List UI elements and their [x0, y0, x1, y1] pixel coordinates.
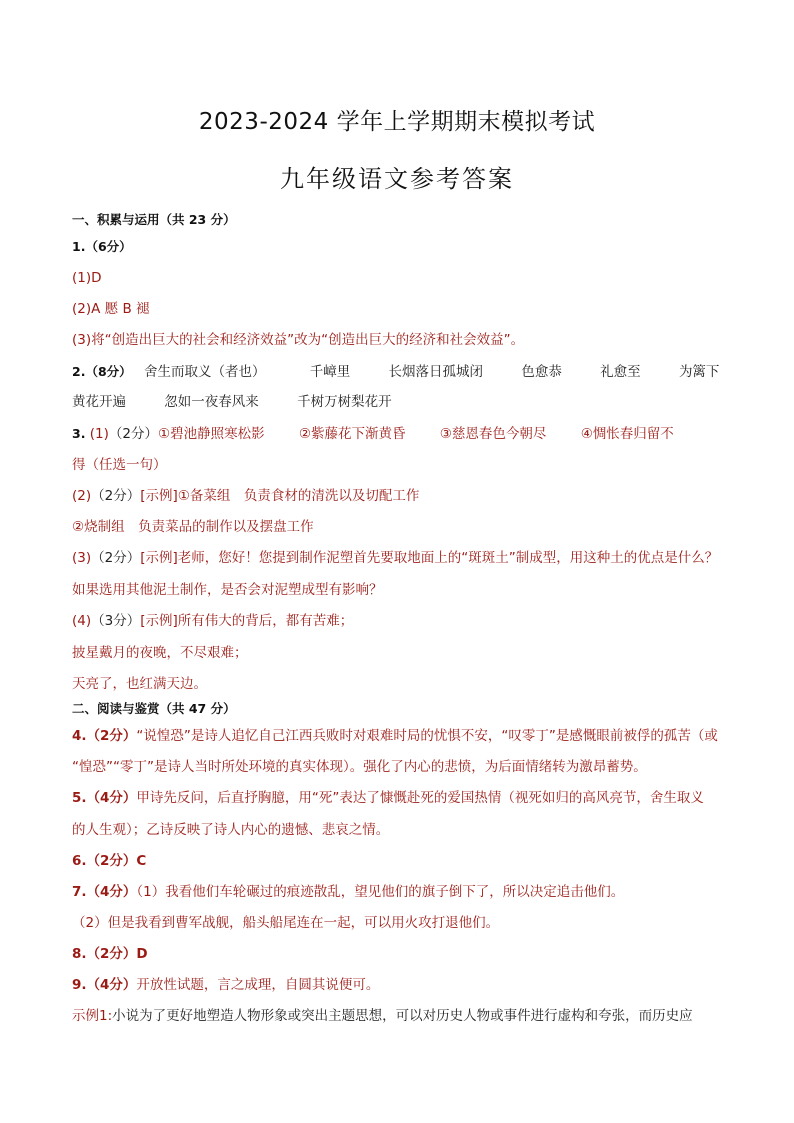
q4-heading: 4.（2分） — [72, 728, 137, 744]
q3-part-1-tail: 得（任选一句） — [72, 457, 167, 473]
q2-item: 黄花开遍 — [72, 394, 126, 410]
q1-part-1-number: (1) — [72, 270, 92, 286]
q2-item: 千树万树梨花开 — [297, 394, 392, 410]
q3-part-1-number: (1) — [89, 426, 109, 442]
q5-heading: 5.（4分） — [72, 790, 137, 806]
document-title: 2023-2024 学年上学期期末模拟考试 — [198, 109, 596, 135]
q3-part-1-option: ④惆怅春归留不 — [580, 426, 674, 442]
q2-item: 为篱下 — [678, 364, 720, 380]
q3-part-4-text: [示例]所有伟大的背后，都有苦难； — [140, 613, 354, 629]
q3-part-2-number: (2) — [72, 488, 92, 504]
q3-part-2-text: [示例]①备菜组 负责食材的清洗以及切配工作 — [140, 488, 420, 504]
q2-line-2 — [72, 392, 722, 412]
q1-part-3-answer: 将“创造出巨大的社会和经济效益”改为“创造出巨大的经济和社会效益”。 — [91, 332, 525, 348]
q1-answer-3 — [72, 330, 722, 350]
q3-part-3-number: (3) — [72, 550, 92, 566]
q7-line-1 — [72, 882, 722, 902]
q9-line-2 — [72, 1006, 722, 1026]
q3-part-1-option: ②紫藤花下渐黄昏 — [298, 426, 406, 442]
q7-heading: 7.（4分） — [72, 884, 137, 900]
q3-part-4-number: (4) — [72, 613, 92, 629]
q1-answer-2 — [72, 299, 722, 319]
q3-part-4-score: （3分） — [91, 613, 141, 629]
q2-heading: 2.（8分） — [72, 364, 132, 379]
q9-text: 开放性试题，言之成理，自圆其说便可。 — [136, 977, 380, 993]
q3-part-3-text: [示例]老师，您好！您提到制作泥塑首先要取地面上的“斑斑土”制成型，用这种土的优点是什么？ — [140, 550, 719, 566]
q6-line — [72, 851, 722, 871]
q5-text: 甲诗先反问，后直抒胸臆，用“死”表达了慷慨赴死的爱国热情（视死如归的高风亮节，舍生取义 — [136, 790, 704, 806]
q3-part-4-line-3: 天亮了，也红满天边。 — [72, 676, 207, 692]
q1-heading: 1.（6分） — [72, 239, 132, 254]
q6-answer: C — [136, 853, 147, 869]
q6-heading: 6.（2分） — [72, 853, 137, 869]
q2-item: 千嶂里 — [309, 364, 351, 380]
section-heading-1: 一、积累与运用（共 23 分） — [72, 212, 236, 227]
q3-part-2-line-2: ②烧制组 负责菜品的制作以及摆盘工作 — [72, 519, 314, 535]
q5-line-2: 的人生观）；乙诗反映了诗人内心的遗憾、悲哀之情。 — [72, 822, 390, 838]
q3-part-3-line-1 — [72, 548, 722, 568]
section-heading-2: 二、阅读与鉴赏（共 47 分） — [72, 701, 236, 716]
q9-example-text: 小说为了更好地塑造人物形象或突出主题思想，可以对历史人物或事件进行虚构和夸张，而历史应 — [112, 1008, 693, 1024]
q1-part-2-number: (2) — [72, 301, 92, 317]
q3-part-3-line-2: 如果选用其他泥土制作，是否会对泥塑成型有影响？ — [72, 582, 383, 598]
q1-part-2-answer-a: A 懕 — [91, 301, 119, 317]
q8-heading: 8.（2分） — [72, 946, 137, 962]
q7-line-2: （2）但是我看到曹军战舰，船头船尾连在一起，可以用火攻打退他们。 — [72, 915, 500, 931]
q8-answer: D — [136, 946, 148, 962]
q1-part-3-number: (3) — [72, 332, 92, 348]
q2-line-1 — [72, 362, 722, 382]
q9-line-1 — [72, 975, 722, 995]
q3-part-3-score: （2分） — [91, 550, 141, 566]
q2-item: 色愈恭 — [521, 364, 562, 380]
q4-line-2: “惶恐”“零丁”是诗人当时所处环境的真实体现）。强化了内心的悲愤，为后面情绪转为激昂蓄势。 — [72, 759, 647, 775]
q1-part-2-answer-b: B 褪 — [122, 301, 150, 317]
q3-part-1-option: ③慈恩春色今朝尽 — [439, 426, 547, 442]
document-subtitle: 九年级语文参考答案 — [280, 165, 514, 193]
q2-item: 礼愈至 — [600, 364, 641, 380]
q3-part-4-line-1 — [72, 611, 722, 631]
q5-line-1 — [72, 788, 722, 808]
q3-part-1-score: （2分） — [108, 426, 158, 442]
q3-heading: 3. — [72, 426, 86, 441]
q2-item: 忽如一夜春风来 — [164, 394, 259, 410]
q1-answer-1 — [72, 268, 722, 288]
q3-line-1 — [72, 424, 722, 444]
q3-part-2-score: （2分） — [91, 488, 141, 504]
q8-line — [72, 944, 722, 964]
q3-part-2-line-1 — [72, 486, 722, 506]
q4-line-1 — [72, 726, 722, 746]
q2-item: 长烟落日孤城闭 — [388, 364, 484, 380]
q3-part-1-option: ①碧池静照寒松影 — [157, 426, 265, 442]
q2-item: 舍生而取义（者也） — [143, 364, 266, 380]
q7-text: （1）我看他们车轮碾过的痕迹散乱，望见他们的旗子倒下了，所以决定追击他们。 — [136, 884, 625, 900]
q1-part-1-answer: D — [91, 270, 102, 286]
q4-text: “说惶恐”是诗人追忆自己江西兵败时对艰难时局的忧惧不安，“叹零丁”是感慨眼前被俘的孤苦（或 — [136, 728, 718, 744]
q9-example-label: 示例1: — [72, 1008, 113, 1024]
q3-part-4-line-2: 披星戴月的夜晚，不尽艰难； — [72, 645, 248, 661]
q9-heading: 9.（4分） — [72, 977, 137, 993]
